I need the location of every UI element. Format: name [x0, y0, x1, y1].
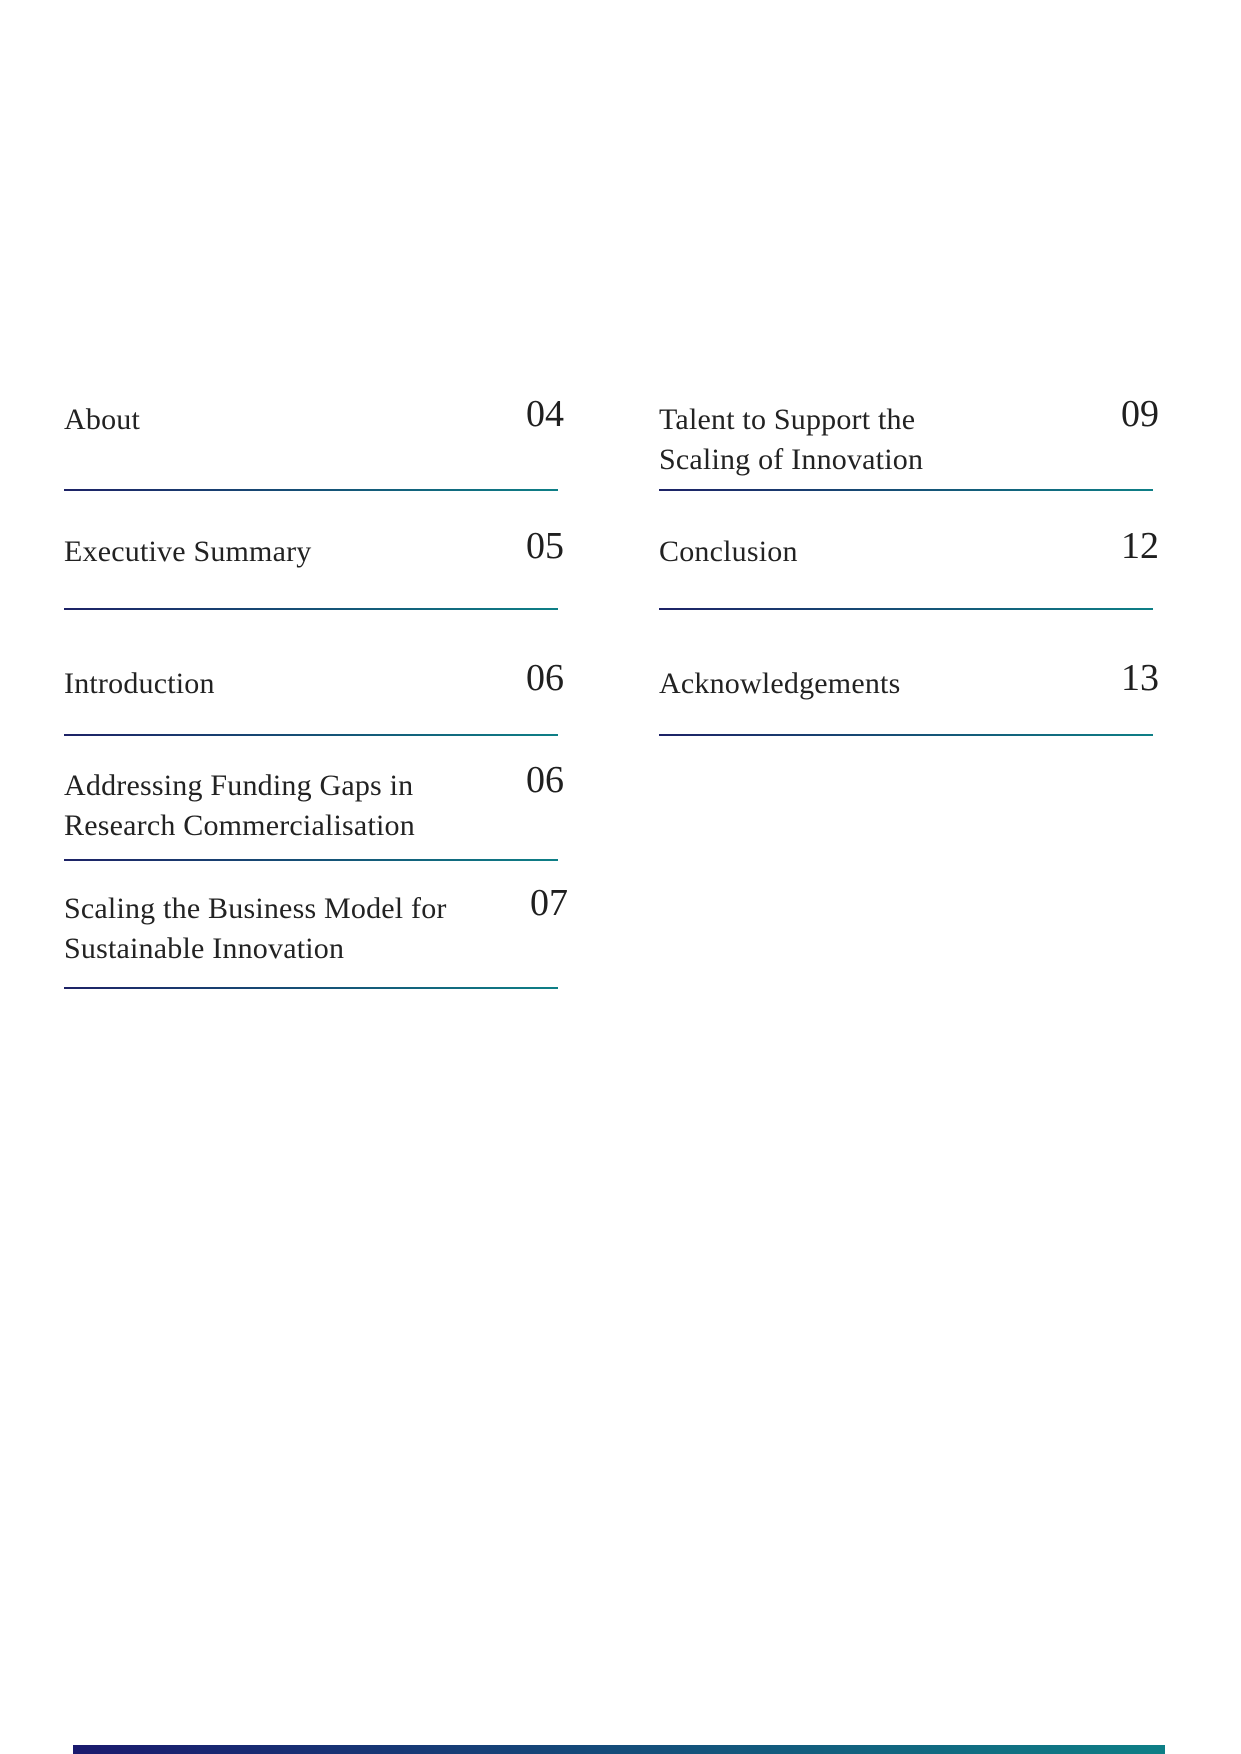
- toc-entry-title: About: [64, 403, 140, 436]
- toc-entry-title: Acknowledgements: [659, 667, 901, 700]
- toc-entry-title: Conclusion: [659, 535, 798, 568]
- toc-divider: [64, 489, 558, 491]
- toc-divider: [659, 489, 1153, 491]
- toc-divider: [64, 987, 558, 989]
- toc-entry-title: Scaling the Business Model for Sustainable Innovation: [64, 892, 447, 965]
- toc-entry-title: Executive Summary: [64, 535, 312, 568]
- toc-divider: [64, 608, 558, 610]
- toc-entry-page-number: 12: [1121, 525, 1159, 567]
- toc-entry-page-number: 13: [1121, 657, 1159, 699]
- toc-entry-page-number: 09: [1121, 393, 1159, 435]
- toc-entry-page-number: 07: [530, 882, 568, 924]
- toc-entry-title: Talent to Support the Scaling of Innovation: [659, 403, 924, 476]
- toc-entry-page-number: 06: [526, 759, 564, 801]
- toc-entry-title: Introduction: [64, 667, 215, 700]
- toc-divider: [64, 859, 558, 861]
- toc-divider: [659, 734, 1153, 736]
- toc-entry-title: Addressing Funding Gaps in Research Commercialisation: [64, 769, 415, 842]
- toc-divider: [659, 608, 1153, 610]
- footer-gradient-bar: [73, 1745, 1165, 1754]
- toc-divider: [64, 734, 558, 736]
- toc-entry-page-number: 06: [526, 657, 564, 699]
- toc-entry-page-number: 05: [526, 525, 564, 567]
- toc-entry-page-number: 04: [526, 393, 564, 435]
